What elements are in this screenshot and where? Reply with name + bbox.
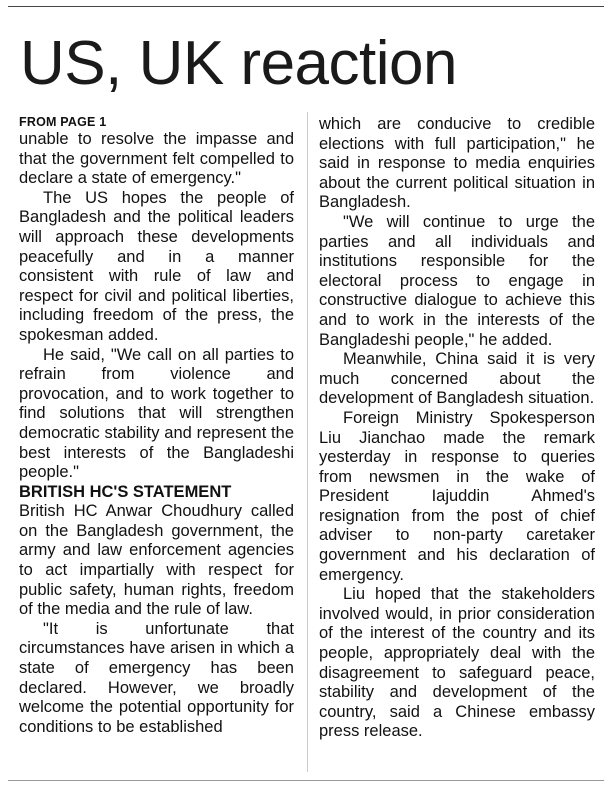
paragraph: "It is unfortunate that circumstances have arisen in which a state of emergency has been declared. However, we broadly welcome the potential opportunity for conditions to be established: [19, 619, 294, 736]
paragraph: Meanwhile, China said it is very much concerned about the development of Bangladesh situation.: [319, 350, 595, 408]
right-column: [319, 115, 595, 742]
headline: US, UK reaction: [20, 29, 458, 98]
column-divider: [307, 112, 308, 772]
paragraph: "We will continue to urge the parties and all individuals and institutions responsible for the electoral process to engage in constructive dialogue to achieve this and to work in the interests of the Bangladeshi people," he added.: [319, 212, 595, 349]
kicker-from-page-1: FROM PAGE 1: [19, 115, 107, 129]
bottom-rule: [8, 780, 604, 781]
paragraph: unable to resolve the impasse and that the government felt compelled to declare a state of emergency.": [19, 130, 294, 188]
paragraph: which are conducive to credible elections with full participation," he said in response to media enquiries about the current political situation in Bangladesh.: [319, 115, 595, 212]
paragraph: He said, "We call on all parties to refrain from violence and provocation, and to work together to find solutions that will strengthen democratic stability and represent the best interests of the Bangladeshi people.": [19, 345, 294, 482]
paragraph: British HC Anwar Choudhury called on the Bangladesh government, the army and law enforcement agencies to act impartially with respect for public safety, human rights, freedom of the media and the rule of law.: [19, 502, 294, 619]
paragraph: Liu hoped that the stakeholders involved would, in prior consideration of the interest of the country and its people, appropriately deal with the disagreement to safeguard peace, stability and development of the country, said a Chinese embassy press release.: [319, 585, 595, 741]
paragraph: Foreign Ministry Spokesperson Liu Jianchao made the remark yesterday in response to queries from newsmen in the wake of President Iajuddin Ahmed's resignation from the post of chief adviser to non-party caretaker government and his declaration of emergency.: [319, 408, 595, 584]
left-column: [19, 115, 294, 737]
top-rule: [8, 6, 604, 7]
subhead-british-hc: BRITISH HC'S STATEMENT: [19, 482, 232, 501]
paragraph: The US hopes the people of Bangladesh and the political leaders will approach these developments peacefully and in a manner consistent with rule of law and respect for civil and political liberties, including freedom of the press, the spokesman added.: [19, 188, 294, 344]
